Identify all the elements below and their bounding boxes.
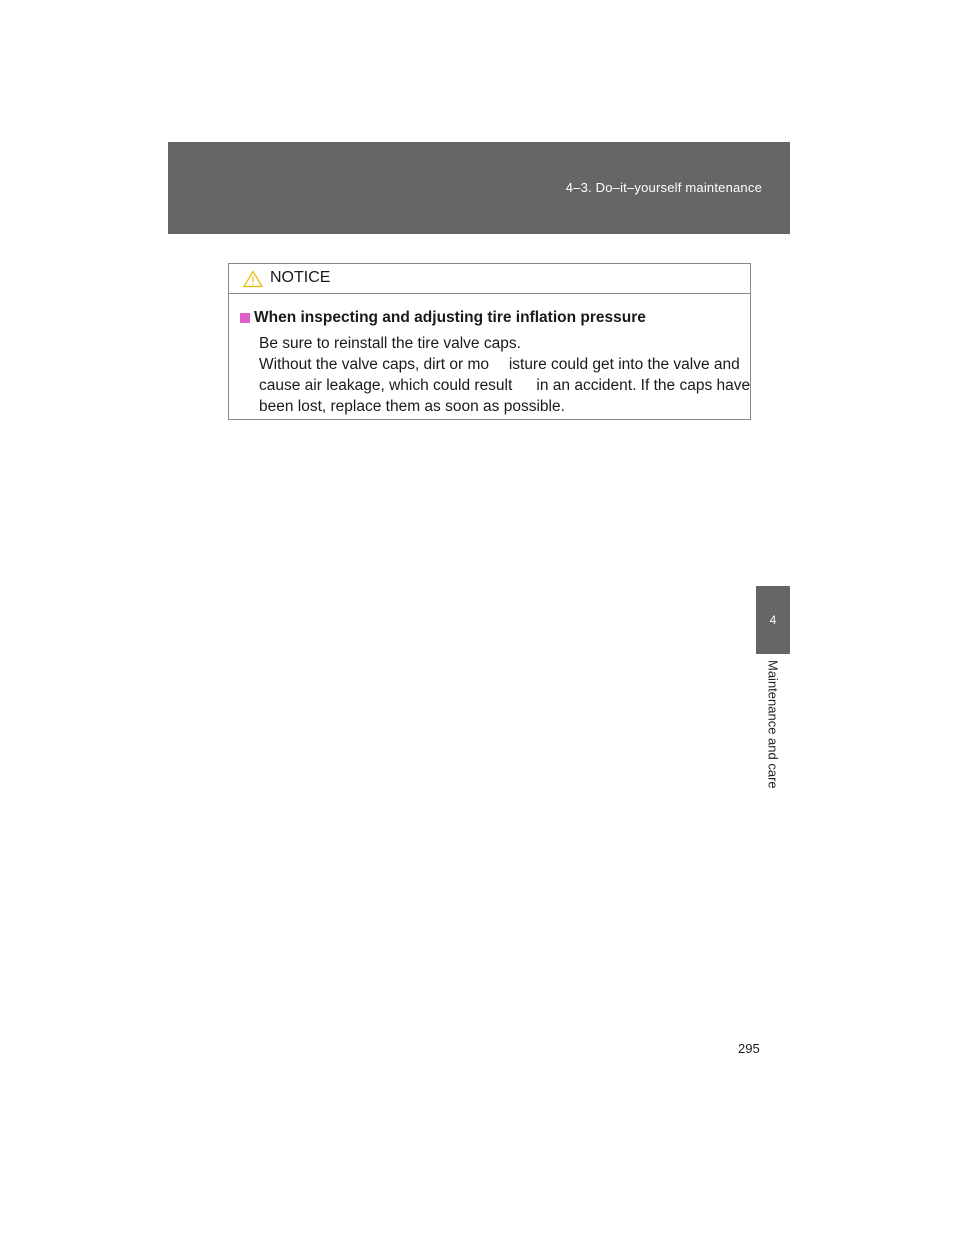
notice-heading bbox=[240, 307, 736, 328]
chapter-title: Maintenance and care bbox=[765, 660, 781, 789]
notice-text bbox=[240, 333, 751, 417]
chapter-title-container bbox=[756, 654, 790, 814]
notice-box bbox=[228, 263, 751, 420]
notice-header bbox=[229, 264, 750, 294]
chapter-tab bbox=[756, 586, 790, 654]
warning-triangle-icon bbox=[243, 270, 263, 288]
notice-line: cause air leakage, which could result in an accident. If the caps have bbox=[259, 377, 751, 394]
notice-heading-text: When inspecting and adjusting tire inflation pressure bbox=[254, 309, 646, 326]
notice-label: NOTICE bbox=[270, 269, 331, 286]
notice-line: Without the valve caps, dirt or mo isture could get into the valve and bbox=[259, 356, 740, 373]
notice-line: been lost, replace them as soon as possible. bbox=[259, 398, 565, 415]
page-number: 295 bbox=[738, 1041, 760, 1056]
chapter-number: 4 bbox=[769, 613, 777, 627]
square-bullet-icon bbox=[240, 313, 250, 323]
section-title: 4–3. Do–it–yourself maintenance bbox=[565, 180, 762, 195]
notice-line: Be sure to reinstall the tire valve caps. bbox=[259, 335, 521, 352]
header-bar bbox=[168, 142, 790, 234]
notice-body bbox=[229, 294, 750, 417]
